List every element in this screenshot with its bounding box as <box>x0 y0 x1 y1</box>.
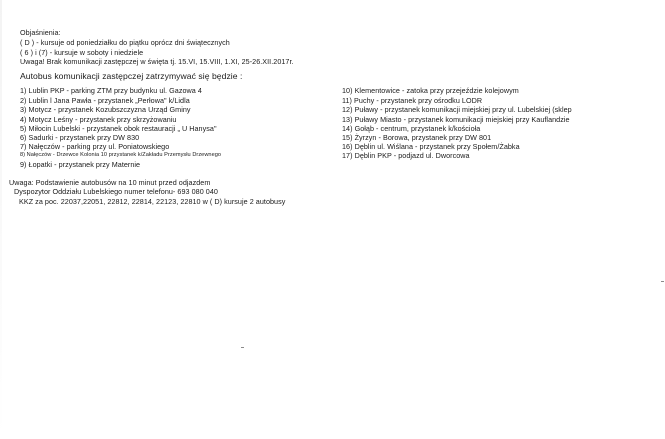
footer-line-1: Uwaga: Podstawienie autobusów na 10 minut przed odjazdem <box>9 178 211 187</box>
stop-item: 7) Nałęczów - parking przy ul. Poniatowskiego <box>20 142 170 151</box>
stops-heading: Autobus komunikacji zastępczej zatrzymywać się będzie : <box>20 71 243 81</box>
scan-mark <box>661 281 664 282</box>
stop-item: 4) Motycz Leśny - przystanek przy skrzyżowaniu <box>20 115 177 124</box>
notes-title: Objaśnienia: <box>20 28 61 37</box>
stop-item: 11) Puchy - przystanek przy ośrodku LODR <box>342 96 483 105</box>
scan-mark <box>241 347 244 348</box>
stop-item: 10) Klementowice - zatoka przy przejeździe kolejowym <box>342 86 519 95</box>
scan-edge <box>0 0 2 439</box>
stop-item: 2) Lublin l Jana Pawła - przystanek „Perłowa" k/Lidla <box>20 96 190 105</box>
notes-line-1: ( D ) - kursuje od poniedziałku do piątku oprócz dni świątecznych <box>20 38 230 47</box>
notes-line-2: ( 6 ) i (7) - kursuje w soboty i niedziele <box>20 48 144 57</box>
notes-line-3: Uwaga! Brak komunikacji zastępczej w święta tj. 15.VI, 15.VIII, 1.XI, 25-26.XII.2017r. <box>20 57 294 66</box>
footer-line-3: KKZ za poc. 22037,22051, 22812, 22814, 22123, 22810 w ( D) kursuje 2 autobusy <box>19 197 286 206</box>
stop-item: 13) Puławy Miasto - przystanek komunikacji miejskiej przy Kauflandzie <box>342 115 570 124</box>
stop-item: 5) Miłocin Lubelski - przystanek obok restauracji „ U Hanysa" <box>20 124 217 133</box>
stop-item: 6) Sadurki - przystanek przy DW 830 <box>20 133 140 142</box>
stop-item: 9) Łopatki - przystanek przy Maternie <box>20 160 141 169</box>
stop-item: 14) Gołąb - centrum, przystanek k/kościoła <box>342 124 481 133</box>
footer-line-2: Dyspozytor Oddziału Lubelskiego numer telefonu- 693 080 040 <box>14 187 218 196</box>
stop-item: 3) Motycz - przystanek Kozubszczyzna Urząd Gminy <box>20 105 191 114</box>
stop-item: 16) Dęblin ul. Wiślana - przystanek przy Społem/Żabka <box>342 142 520 151</box>
stop-item: 8) Nałęczów - Drzewce Kolonia 10 przystanek k/Zakładu Przemysłu Drzewnego <box>20 152 222 158</box>
stop-item: 17) Dęblin PKP - podjazd ul. Dworcowa <box>342 151 470 160</box>
stop-item: 12) Puławy - przystanek komunikacji miejskiej przy ul. Lubelskiej (sklep <box>342 105 572 114</box>
stop-item: 1) Lublin PKP - parking ZTM przy budynku ul. Gazowa 4 <box>20 86 202 95</box>
stop-item: 15) Żyrzyn - Borowa, przystanek przy DW 801 <box>342 133 492 142</box>
